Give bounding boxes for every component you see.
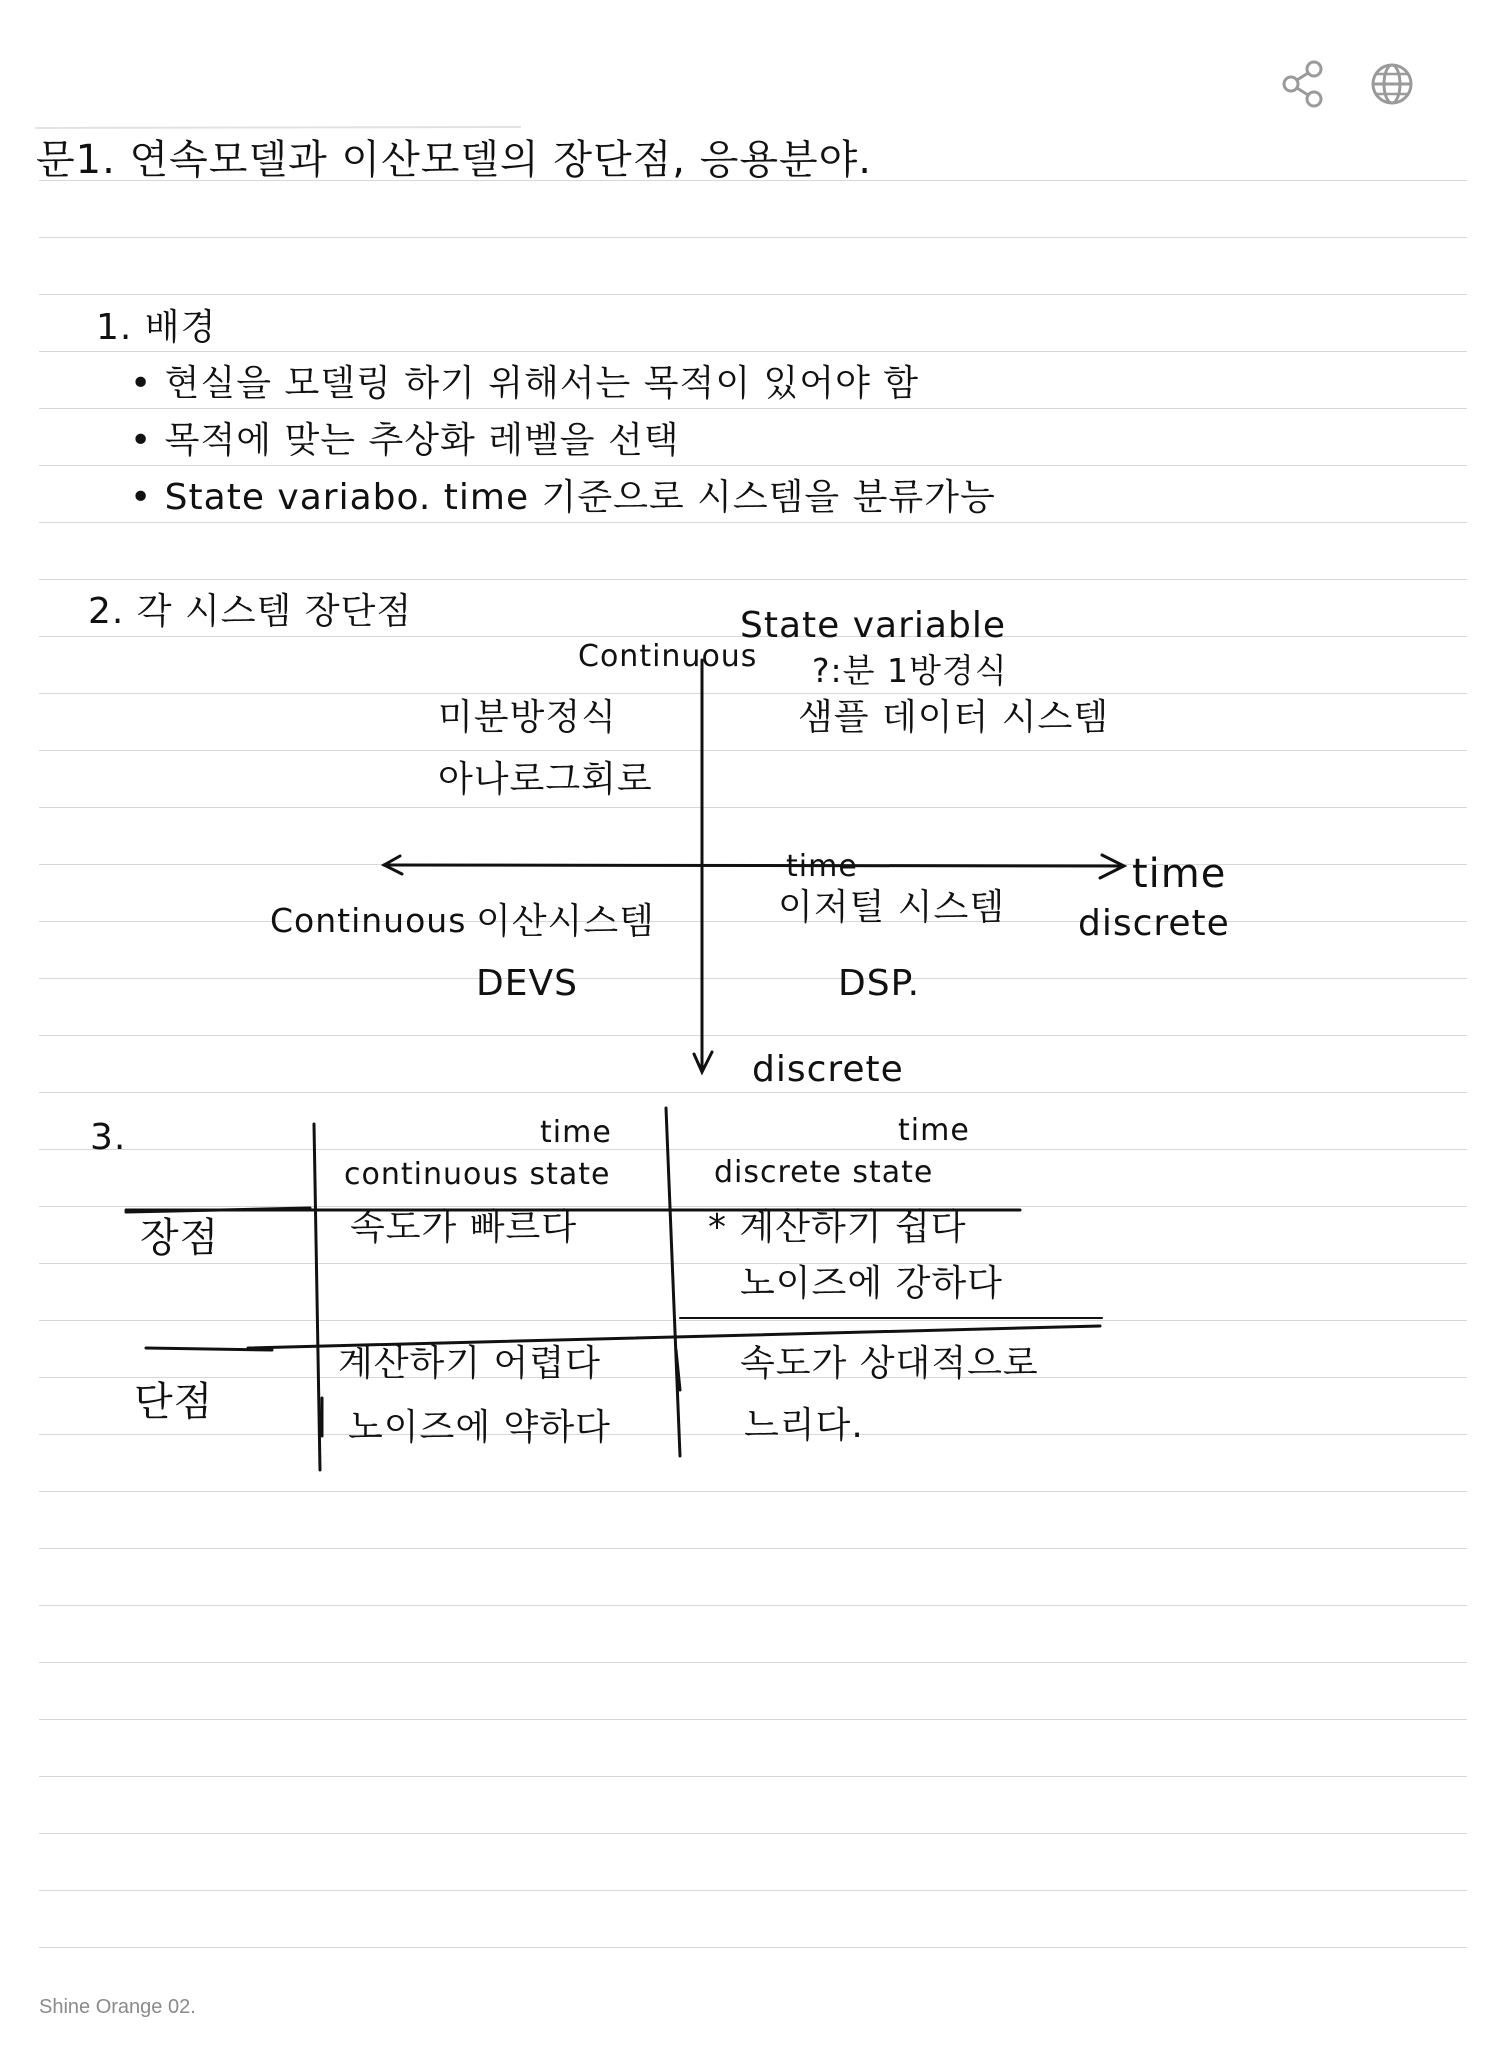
axis-bottom-label: discrete xyxy=(752,1049,904,1090)
globe-icon[interactable] xyxy=(1366,58,1418,110)
table-row1-label: 장점 xyxy=(140,1215,220,1261)
quadrant4-top: time xyxy=(786,849,858,884)
quadrant4-line2: DSP. xyxy=(838,963,921,1004)
vertical-axis-arrowhead xyxy=(694,1052,712,1072)
table-row2-bracket xyxy=(676,1350,680,1390)
quadrant3-left-label: Continuous xyxy=(270,901,467,940)
share-icon[interactable] xyxy=(1278,58,1330,110)
table-row1-col2-line1: * 계산하기 쉽다 xyxy=(708,1207,967,1248)
horizontal-axis xyxy=(384,865,1120,866)
quadrant3-line2: DEVS xyxy=(476,963,578,1004)
table-col2-header-bottom: discrete state xyxy=(714,1155,934,1190)
quadrant1-line1: 미분방정식 xyxy=(438,697,617,738)
template-name: Shine Orange 02. xyxy=(39,1996,196,2018)
horizontal-axis-left-arrowhead xyxy=(384,856,402,874)
table-row-separator-left xyxy=(146,1348,272,1350)
horizontal-axis-right-arrowhead xyxy=(1100,855,1124,878)
section3-heading: 3. xyxy=(90,1117,127,1158)
table-row2-col2-line1: 속도가 상대적으로 xyxy=(740,1343,1039,1384)
table-header-line-left xyxy=(126,1208,310,1212)
axis-right-sub-label: discrete xyxy=(1078,903,1230,944)
table-col1-header-bottom: continuous state xyxy=(344,1157,611,1192)
axis-right-label: time xyxy=(1132,851,1227,897)
axis-top-left-label: Continuous xyxy=(578,639,758,674)
quadrant1-line2: 아나로그회로 xyxy=(438,759,653,800)
table-row2-col1-line1: 계산하기 어렵다 xyxy=(338,1343,601,1384)
axis-top-label: State variable xyxy=(740,605,1006,646)
title-underline xyxy=(36,127,520,128)
table-vertical-1 xyxy=(314,1124,320,1470)
section1-bullet-1: • 현실을 모델링 하기 위해서는 목적이 있어야 함 xyxy=(130,363,920,404)
quadrant4-line1: 이저털 시스템 xyxy=(778,887,1006,928)
section2-heading: 2. 각 시스템 장단점 xyxy=(88,591,413,632)
table-row1-col1: 속도가 빠르다 xyxy=(350,1207,578,1248)
table-row1-col2-line2: 노이즈에 강하다 xyxy=(740,1263,1003,1304)
table-row2-col2-line2: 느리다. xyxy=(744,1405,864,1446)
quadrant3-line1: 이산시스템 xyxy=(476,901,655,942)
table-col2-header-top: time xyxy=(898,1113,970,1148)
table-row2-col1-line2: 노이즈에 약하다 xyxy=(348,1407,611,1448)
quadrant2-line1: ?:분 1방경식 xyxy=(812,651,1008,690)
section1-bullet-2: • 목적에 맞는 추상화 레벨을 선택 xyxy=(130,420,680,461)
section1-bullet-3: • State variabo. time 기준으로 시스템을 분류가능 xyxy=(130,477,996,518)
table-row2-label: 단점 xyxy=(134,1379,214,1425)
section1-heading: 1. 배경 xyxy=(96,307,217,348)
note-title: 문1. 연속모델과 이산모델의 장단점, 응용분야. xyxy=(36,137,872,183)
table-col1-header-top: time xyxy=(540,1115,612,1150)
table-vertical-2 xyxy=(666,1108,680,1456)
quadrant2-line2: 샘플 데이터 시스템 xyxy=(798,697,1110,738)
